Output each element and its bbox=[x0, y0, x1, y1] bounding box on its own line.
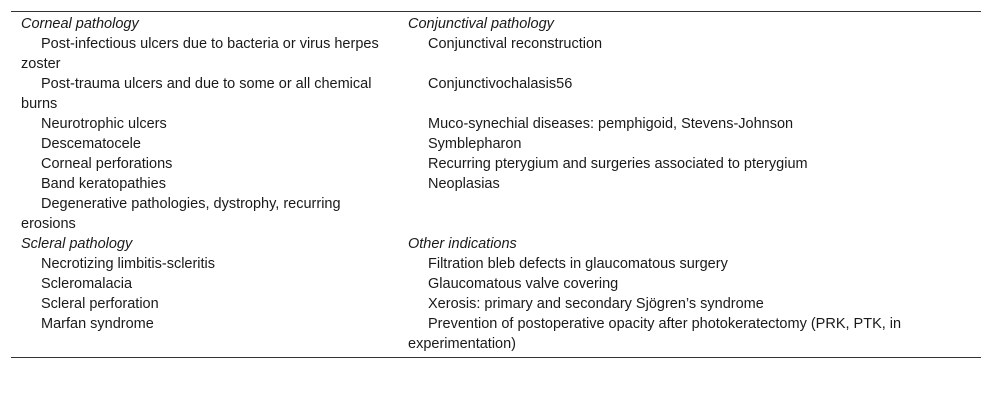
table-row bbox=[11, 12, 981, 35]
right-cell bbox=[405, 234, 981, 254]
section-heading-corneal: Corneal pathology bbox=[21, 16, 139, 32]
list-item: Muco-synechial diseases: pemphigoid, Stevens-Johnson bbox=[428, 116, 794, 132]
table-row bbox=[11, 274, 981, 294]
indications-table bbox=[11, 11, 981, 358]
table-row bbox=[11, 34, 981, 74]
left-cell bbox=[11, 134, 405, 154]
list-item: Band keratopathies bbox=[41, 176, 166, 192]
list-item: Marfan syndrome bbox=[41, 316, 154, 332]
table-row bbox=[11, 314, 981, 358]
list-item: Neurotrophic ulcers bbox=[41, 116, 167, 132]
table-row bbox=[11, 254, 981, 274]
table-row bbox=[11, 74, 981, 114]
list-item: Neoplasias bbox=[428, 176, 500, 192]
left-cell bbox=[11, 154, 405, 174]
list-item: Recurring pterygium and surgeries associated to pterygium bbox=[428, 156, 808, 172]
list-item: Symblepharon bbox=[428, 136, 522, 152]
left-cell bbox=[11, 174, 405, 194]
table-row bbox=[11, 194, 981, 234]
right-cell bbox=[405, 12, 981, 35]
left-cell bbox=[11, 194, 405, 234]
section-heading-conjunctival: Conjunctival pathology bbox=[408, 16, 554, 32]
table-row bbox=[11, 234, 981, 254]
right-cell bbox=[405, 74, 981, 114]
list-item: Scleromalacia bbox=[41, 276, 133, 292]
left-cell bbox=[11, 234, 405, 254]
right-cell bbox=[405, 174, 981, 194]
right-cell bbox=[405, 114, 981, 134]
indications-table-container bbox=[11, 11, 981, 358]
list-item: Degenerative pathologies, dystrophy, recurring erosions bbox=[21, 196, 341, 232]
left-cell bbox=[11, 34, 405, 74]
list-item: Filtration bleb defects in glaucomatous surgery bbox=[428, 256, 728, 272]
section-heading-scleral: Scleral pathology bbox=[21, 236, 133, 252]
list-item: Conjunctivochalasis56 bbox=[428, 76, 573, 92]
right-cell bbox=[405, 314, 981, 358]
list-item: Descematocele bbox=[41, 136, 141, 152]
list-item: Post-trauma ulcers and due to some or all chemical burns bbox=[21, 76, 372, 112]
left-cell bbox=[11, 274, 405, 294]
left-cell bbox=[11, 74, 405, 114]
section-heading-other: Other indications bbox=[408, 236, 517, 252]
right-cell bbox=[405, 254, 981, 274]
list-item: Scleral perforation bbox=[41, 296, 159, 312]
list-item: Xerosis: primary and secondary Sjögren’s syndrome bbox=[428, 296, 764, 312]
table-row bbox=[11, 134, 981, 154]
list-item: Prevention of postoperative opacity after photokeratectomy (PRK, PTK, in experimentation) bbox=[408, 316, 902, 352]
right-cell bbox=[405, 194, 981, 234]
table-row bbox=[11, 174, 981, 194]
left-cell bbox=[11, 254, 405, 274]
table-body bbox=[11, 12, 981, 358]
left-cell bbox=[11, 314, 405, 358]
left-cell bbox=[11, 12, 405, 35]
right-cell bbox=[405, 134, 981, 154]
list-item: Corneal perforations bbox=[41, 156, 173, 172]
left-cell bbox=[11, 114, 405, 134]
list-item: Conjunctival reconstruction bbox=[428, 36, 603, 52]
table-row bbox=[11, 114, 981, 134]
left-cell bbox=[11, 294, 405, 314]
right-cell bbox=[405, 34, 981, 74]
table-row bbox=[11, 154, 981, 174]
right-cell bbox=[405, 274, 981, 294]
table-row bbox=[11, 294, 981, 314]
list-item: Post-infectious ulcers due to bacteria or virus herpes zoster bbox=[21, 36, 379, 72]
list-item: Necrotizing limbitis-scleritis bbox=[41, 256, 216, 272]
right-cell bbox=[405, 154, 981, 174]
list-item: Glaucomatous valve covering bbox=[428, 276, 619, 292]
right-cell bbox=[405, 294, 981, 314]
